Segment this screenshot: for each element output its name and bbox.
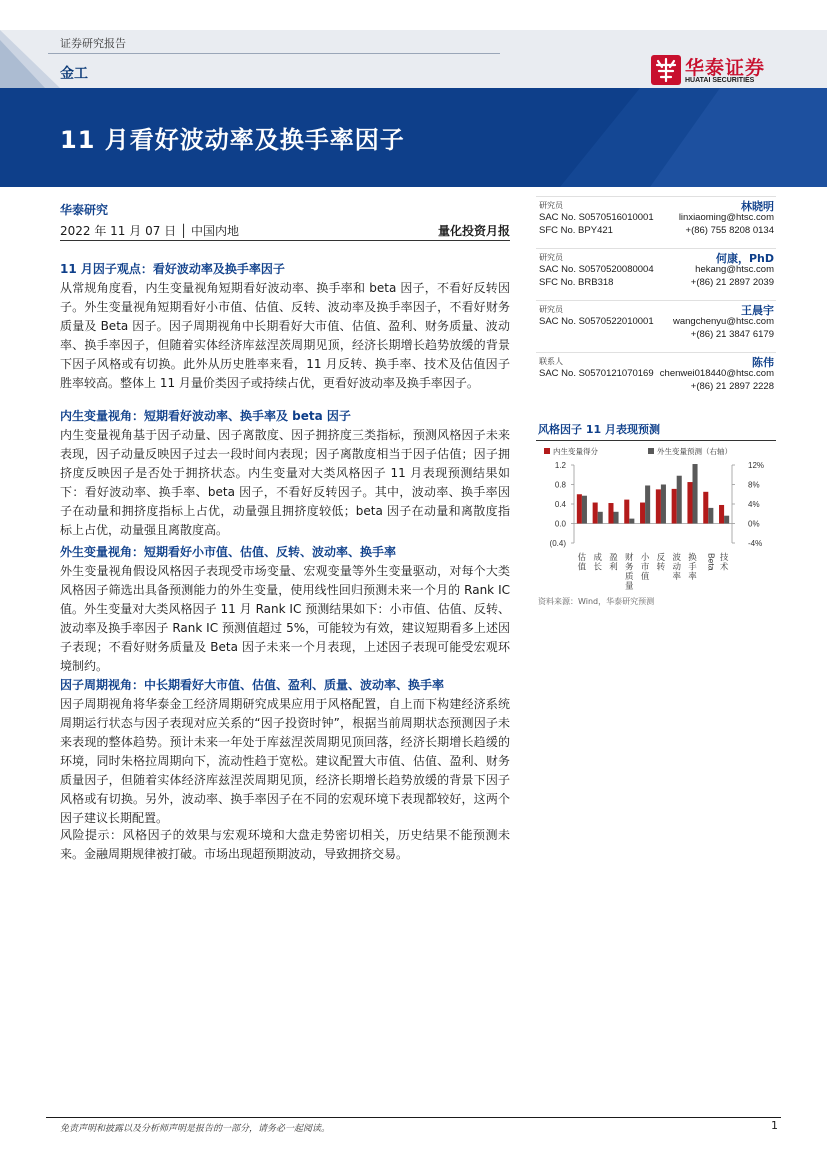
analyst-name: 林晓明 bbox=[741, 200, 774, 213]
analyst-role: 联系人 bbox=[539, 357, 563, 366]
section-label: 金工 bbox=[60, 66, 88, 82]
analyst-role: 研究员 bbox=[539, 201, 563, 210]
analyst-name: 何康，PhD bbox=[715, 252, 774, 265]
category-label: 波动率 bbox=[672, 553, 681, 582]
meta-divider bbox=[60, 240, 510, 241]
category-label: 盈利 bbox=[609, 553, 618, 573]
analyst-role: 研究员 bbox=[539, 253, 563, 262]
right-tick-label: -4% bbox=[748, 539, 763, 548]
analyst-email[interactable]: linxiaoming@htsc.com bbox=[678, 212, 774, 223]
logo-en: HUATAI SECURITIES bbox=[685, 77, 755, 84]
section-endogenous bbox=[60, 407, 510, 540]
analyst-role: 研究员 bbox=[539, 305, 563, 314]
footer-divider bbox=[46, 1117, 781, 1118]
analyst-email[interactable]: hekang@htsc.com bbox=[695, 264, 774, 275]
bar-endogenous-6 bbox=[672, 489, 677, 524]
right-tick-label: 4% bbox=[748, 500, 760, 509]
risk-text: 风险提示：风格因子的效果与宏观环境和大盘走势密切相关，历史结果不能预测未来。金融周期规律被打破。市场出现超预期波动，导致拥挤交易。 bbox=[60, 828, 510, 861]
header-decoration bbox=[0, 30, 60, 88]
bar-exogenous-3 bbox=[629, 519, 634, 524]
meta-row bbox=[60, 220, 510, 240]
bar-endogenous-1 bbox=[593, 503, 598, 524]
chart-source: 资料来源：Wind，华泰研究预测 bbox=[538, 597, 655, 606]
category-label: 成长 bbox=[593, 553, 602, 573]
analyst-name: 陈伟 bbox=[752, 356, 774, 369]
right-tick-label: 12% bbox=[748, 461, 765, 470]
research-label: 华泰研究 bbox=[60, 203, 109, 217]
report-date: 2022 年 11 月 07 日 │ 中国内地 bbox=[60, 224, 240, 238]
section-heading: 11 月因子观点：看好波动率及换手率因子 bbox=[60, 262, 285, 276]
bar-exogenous-7 bbox=[693, 464, 698, 523]
doc-type-label: 证券研究报告 bbox=[60, 37, 126, 50]
analyst-email[interactable]: chenwei018440@htsc.com bbox=[659, 368, 774, 379]
bar-exogenous-1 bbox=[598, 512, 603, 524]
legend-swatch-endogenous bbox=[544, 448, 550, 454]
report-title: 11 月看好波动率及换手率因子 bbox=[60, 126, 405, 154]
analyst-card bbox=[536, 300, 776, 352]
logo-cn: 华泰证券 bbox=[685, 57, 766, 79]
analyst-name: 王晨宇 bbox=[741, 304, 774, 317]
legend-label-endogenous: 内生变量得分 bbox=[553, 447, 598, 456]
huatai-logo-icon bbox=[651, 53, 681, 87]
header-divider bbox=[48, 53, 500, 54]
left-tick-label: 1.2 bbox=[554, 461, 566, 470]
section-body: 内生变量视角基于因子动量、因子离散度、因子拥挤度三类指标，预测风格因子未来表现，因子动量反映因子过去一段时间内表现；因子离散度相当于因子估值；因子拥挤度反映因子是否处于拥挤状态。内生变量对大类风格因子 11 月表现预测结果如下：看好波动率、换手率、beta 因子，不看好反转因子。其中，波动率、换手率因子在动量和拥挤度指标上占优，动量强且拥挤度较低；beta 因子在动量和离散度指标上占优，动量强且离散度高。 bbox=[60, 428, 510, 537]
analyst-sac: SAC No. S0570121070169 bbox=[539, 368, 654, 379]
section-body: 从常规角度看，内生变量视角短期看好波动率、换手率和 beta 因子，不看好反转因子。外生变量视角短期看好小市值、估值、反转、波动率及换手率因子，不看好财务质量及 Beta 因子。因子周期视角中长期看好大市值、估值、盈利、财务质量、波动率、换手率因子，但随着实体经济库兹涅茨周期见顶，经济长期增长趋势放缓的背景下因子风格或有切换。此外从历史胜率来看，11 月反转、换手率、技术及估值因子胜率较高。整体上 11 月量价类因子或持续占优，更看好波动率及换手率因子。 bbox=[60, 281, 510, 390]
analyst-card bbox=[536, 352, 776, 404]
analyst-phone: +(86) 21 3847 6179 bbox=[690, 329, 774, 340]
bar-endogenous-7 bbox=[687, 482, 692, 523]
bar-exogenous-0 bbox=[582, 496, 587, 524]
section-heading: 外生变量视角：短期看好小市值、估值、反转、波动率、换手率 bbox=[60, 545, 397, 559]
chart-title: 风格因子 11 月表现预测 bbox=[538, 423, 660, 436]
section-body: 外生变量视角假设风格因子表现受市场变量、宏观变量等外生变量驱动，对每个大类风格因子筛选出具备预测能力的外生变量，使用线性回归预测未来一个月的 Rank IC 值。外生变量对大类风格因子 11 月 Rank IC 预测结果如下：小市值、估值、反转、波动率及换手率因子 Rank IC 预测值超过 5%，可能较为有效，建议短期看多上述因子表现；不看好财务质量及 Beta 因子未来一个月表现，上述因子表现可能受宏观环境制约。 bbox=[60, 564, 510, 673]
bar-endogenous-4 bbox=[640, 503, 645, 524]
bar-endogenous-2 bbox=[608, 503, 613, 523]
analyst-email[interactable]: wangchenyu@htsc.com bbox=[673, 316, 774, 327]
report-type: 量化投资月报 bbox=[437, 224, 510, 238]
legend-swatch-exogenous bbox=[648, 448, 654, 454]
bar-endogenous-3 bbox=[624, 500, 629, 524]
title-banner bbox=[0, 88, 827, 187]
analyst-sac: SAC No. S0570522010001 bbox=[539, 316, 654, 327]
analyst-card bbox=[536, 196, 776, 248]
bar-endogenous-5 bbox=[656, 489, 661, 523]
analyst-sac: SAC No. S0570516010001 bbox=[539, 212, 654, 223]
left-tick-label: (0.4) bbox=[549, 539, 566, 548]
analyst-sfc: SFC No. BRB318 bbox=[539, 277, 614, 288]
footer-disclaimer: 免责声明和披露以及分析师声明是报告的一部分，请务必一起阅读。 bbox=[60, 1124, 331, 1134]
left-tick-label: 0.4 bbox=[554, 500, 566, 509]
section-cycle bbox=[60, 676, 510, 828]
risk-warning bbox=[60, 826, 510, 864]
category-label: 反转 bbox=[656, 553, 666, 573]
bar-exogenous-2 bbox=[614, 512, 619, 524]
section-heading: 因子周期视角：中长期看好大市值、估值、盈利、质量、波动率、换手率 bbox=[60, 678, 445, 692]
factor-forecast-chart bbox=[536, 441, 776, 591]
analyst-list bbox=[536, 196, 776, 404]
analyst-phone: +(86) 21 2897 2228 bbox=[690, 381, 774, 392]
analyst-phone: +(86) 755 8208 0134 bbox=[685, 225, 774, 236]
bar-exogenous-9 bbox=[724, 516, 729, 524]
category-label: 技术 bbox=[719, 553, 729, 573]
bar-endogenous-0 bbox=[577, 494, 582, 523]
section-exogenous bbox=[60, 543, 510, 676]
category-label: 估值 bbox=[577, 553, 587, 573]
page-number: 1 bbox=[771, 1119, 778, 1132]
analyst-sac: SAC No. S0570520080004 bbox=[539, 264, 654, 275]
banner-decoration bbox=[560, 88, 827, 187]
bar-endogenous-9 bbox=[719, 505, 724, 524]
category-label: 换手率 bbox=[688, 553, 697, 582]
left-tick-label: 0.8 bbox=[554, 480, 566, 490]
section-heading: 内生变量视角：短期看好波动率、换手率及 beta 因子 bbox=[60, 409, 351, 423]
bar-exogenous-6 bbox=[677, 476, 682, 524]
bar-exogenous-8 bbox=[708, 508, 713, 524]
bar-exogenous-4 bbox=[645, 485, 650, 523]
bar-exogenous-5 bbox=[661, 485, 666, 524]
analyst-phone: +(86) 21 2897 2039 bbox=[690, 277, 774, 288]
category-label: 财务质量 bbox=[625, 553, 634, 591]
legend-label-exogenous: 外生变量预测（右轴） bbox=[657, 447, 732, 456]
section-body: 因子周期视角将华泰金工经济周期研究成果应用于风格配置，自上而下构建经济系统周期运行状态与因子表现对应关系的“因子投资时钟”，根据当前周期状态预测因子未来表现的整体趋势。预计未来一年处于库兹涅茨周期见顶回落，经济长期增长趋缓的环境，同时朱格拉周期向下，流动性趋于宽松。建议配置大市值、估值、盈利、财务质量因子，但随着实体经济库兹涅茨周期见顶，经济长期增长趋势放缓的背景下因子风格或有切换。另外，波动率、换手率因子在不同的宏观环境下表现都较好，这两个因子建议长期配置。 bbox=[60, 697, 510, 825]
huatai-logo bbox=[651, 53, 781, 87]
analyst-sfc: SFC No. BPY421 bbox=[539, 225, 613, 236]
category-label: Beta bbox=[706, 553, 717, 571]
section-factor-view bbox=[60, 260, 510, 393]
right-tick-label: 0% bbox=[748, 519, 760, 529]
right-tick-label: 8% bbox=[748, 480, 760, 490]
left-tick-label: 0.0 bbox=[554, 519, 566, 529]
bar-endogenous-8 bbox=[703, 492, 708, 524]
analyst-card bbox=[536, 248, 776, 300]
category-label: 小市值 bbox=[640, 553, 650, 582]
